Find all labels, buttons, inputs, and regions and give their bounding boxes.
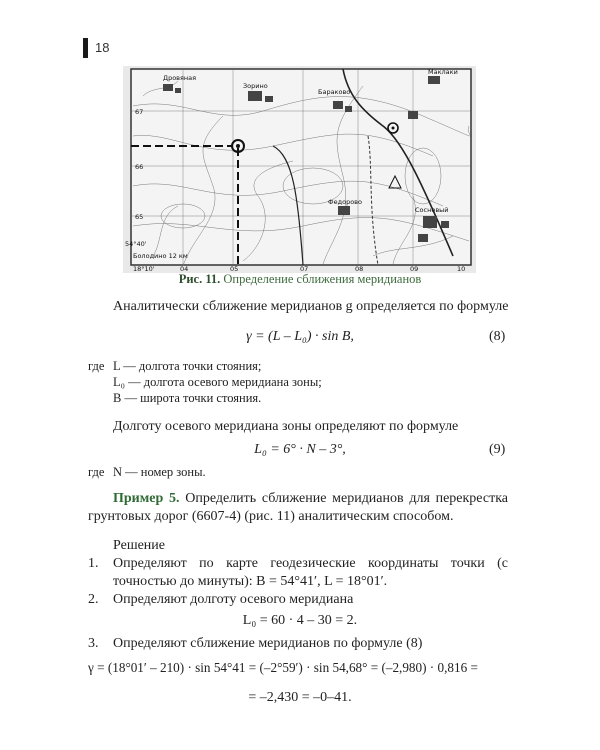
step-3-number: 3. (88, 636, 99, 651)
paragraph-intro: Аналитически сближение меридианов g определяется по формуле (113, 299, 509, 314)
page-number: 18 (95, 40, 110, 55)
map-bottom-label-04: 04 (180, 265, 189, 273)
figure-caption-label: Рис. 11. (178, 272, 221, 286)
step-2-number: 2. (88, 592, 99, 607)
figure-caption-text: Определение сближения меридианов (223, 272, 422, 286)
map-label-village-1: Дровяная (163, 74, 197, 82)
map-grid-label-65: 65 (135, 213, 144, 221)
formula-8: γ = (L – L₀) · sin B, (246, 329, 354, 344)
map-label-village-5: Сосновый (415, 206, 449, 214)
map-label-village-6: Маклаки (428, 68, 458, 76)
step-1-number: 1. (88, 556, 99, 571)
map-bottom-label-08: 08 (355, 265, 364, 273)
example-5 (88, 490, 508, 526)
map-bottom-label-05: 05 (230, 265, 239, 273)
topographic-map (123, 66, 476, 273)
formula-axial-example: L₀ = 60 · 4 – 30 = 2. (242, 613, 358, 628)
formula-convergence-line-2: = –2,430 = –0–41. (248, 690, 352, 705)
definition-B: B — широта точки стояния. (113, 391, 262, 405)
formula-9-number: (9) (489, 442, 506, 457)
definition-L0: L₀ — долгота осевого меридиана зоны; (113, 375, 322, 389)
page-marker-bar (83, 38, 88, 58)
map-grid-label-66: 66 (135, 163, 144, 171)
step-2-text: Определяют долготу осевого меридиана (113, 592, 354, 607)
solution-heading: Решение (113, 538, 166, 553)
map-bottom-label-09: 09 (410, 265, 419, 273)
step-1-text: Определяют по карте геодезические координаты точки (с точностью до минуты): B = 54°41′, L = 18°01′. (113, 556, 508, 589)
step-3-text: Определяют сближение меридианов по формуле (8) (113, 636, 423, 651)
map-grid-label-67: 67 (135, 108, 144, 116)
figure-caption (0, 272, 600, 287)
example-5-label: Пример 5. (113, 491, 180, 506)
formula-9: L₀ = 6° · N – 3°, (254, 442, 346, 457)
definition-L: L — долгота точки стояния; (113, 359, 262, 373)
map-label-village-4: Федорово (328, 198, 362, 206)
map-label-village-3: Бараково (318, 88, 351, 96)
formula-convergence-line-1: γ = (18°01′ – 210) · sin 54°41 = (–2°59′) · sin 54,68° = (–2,980) · 0,816 = (88, 660, 478, 675)
example-5-text: Определить сближение меридианов для перекрестка грунтовых дорог (6607-4) (рис. 11) аналитическим способом. (88, 491, 509, 524)
map-label-village-2: Зорино (243, 82, 268, 90)
map-bottom-label-07: 07 (300, 265, 309, 273)
formula-8-number: (8) (489, 329, 506, 344)
map-corner-longitude: 18°10' (133, 265, 155, 273)
paragraph-axial-meridian: Долготу осевого меридиана зоны определяют по формуле (113, 419, 459, 434)
map-edge-label: Болодино 12 км (133, 252, 188, 260)
definition-N: N — номер зоны. (113, 465, 206, 479)
map-bottom-label-10: 10 (457, 265, 466, 273)
where-label-2: где (88, 465, 105, 479)
map-corner-latitude: 54°40' (125, 240, 147, 248)
where-label-1: где (88, 359, 105, 373)
